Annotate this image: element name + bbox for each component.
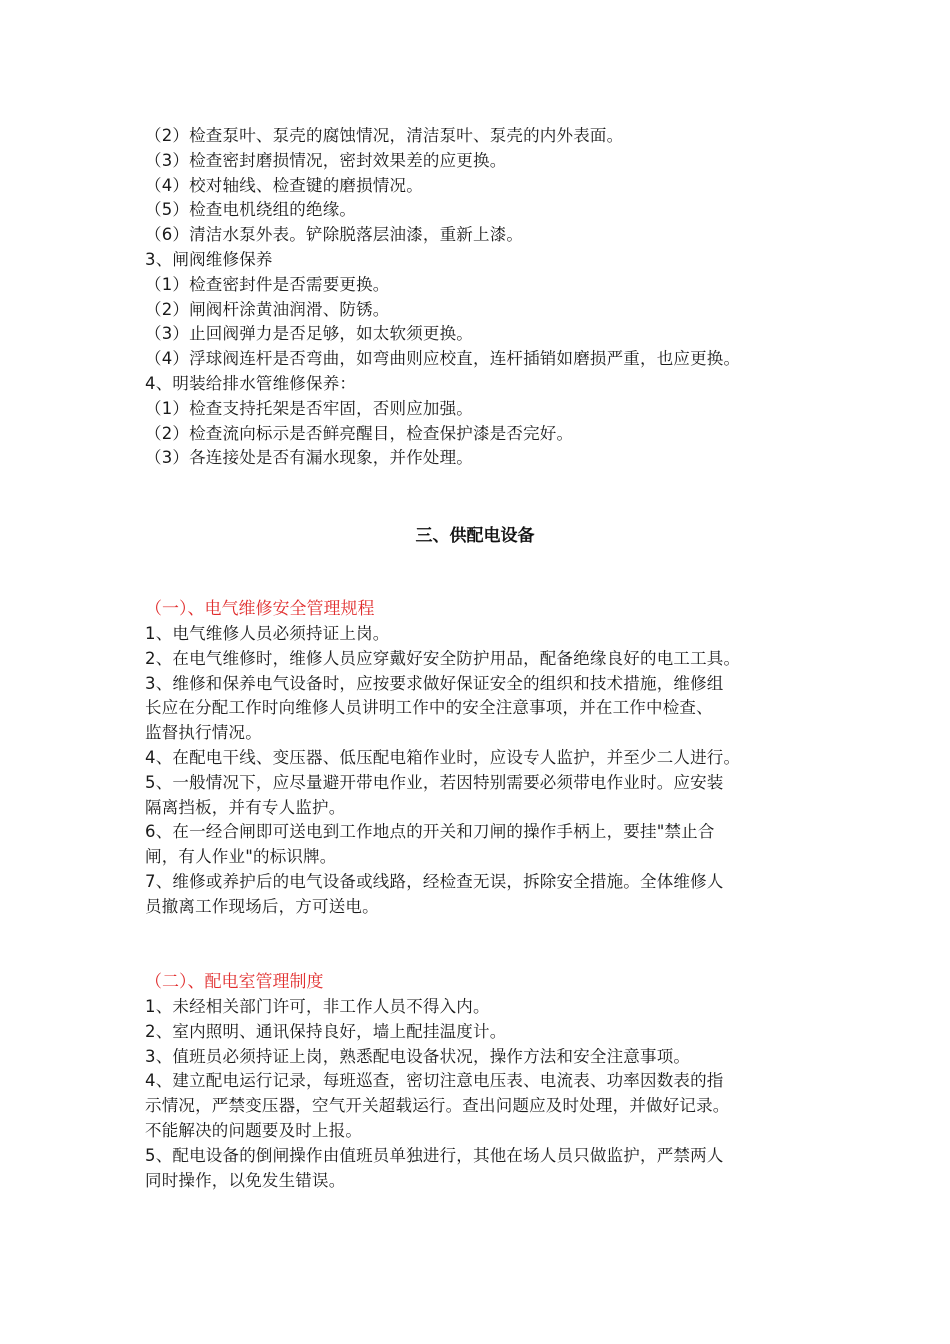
list-item: （2）检查泵叶、泵壳的腐蚀情况，清洁泵叶、泵壳的内外表面。 (145, 126, 624, 145)
maintenance-list (145, 124, 835, 471)
list-item (145, 820, 835, 870)
list-item: （3）止回阀弹力是否足够，如太软须更换。 (145, 324, 473, 344)
text-line: 长应在分配工作时向维修人员讲明工作中的安全注意事项，并在工作中检查、 (145, 698, 713, 718)
list-item (145, 870, 835, 920)
list-item: 3、闸阀维修保养 (145, 249, 273, 269)
list-item: （2）检查流向标示是否鲜亮醒目，检查保护漆是否完好。 (145, 423, 574, 443)
text-line: 1、未经相关部门许可，非工作人员不得入内。 (145, 997, 490, 1016)
text-line: 1、电气维修人员必须持证上岗。 (145, 624, 390, 643)
text-line: 3、维修和保养电气设备时，应按要求做好保证安全的组织和技术措施，维修组 (145, 673, 724, 693)
sub-heading: （二）、配电室管理制度 (145, 972, 324, 992)
list-item: （3）各连接处是否有漏水现象，并作处理。 (145, 448, 473, 468)
sub-heading: （一）、电气维修安全管理规程 (145, 599, 375, 619)
text-line: 7、维修或养护后的电气设备或线路，经检查无误，拆除安全措施。全体维修人 (145, 871, 724, 891)
text-line: 员撤离工作现场后，方可送电。 (145, 896, 379, 916)
list-item (145, 1144, 835, 1194)
distribution-room-rules (145, 970, 835, 1193)
text-line: 闸，有人作业"的标识牌。 (145, 847, 337, 867)
text-line: 示情况，严禁变压器，空气开关超载运行。查出问题应及时处理，并做好记录。 (145, 1096, 730, 1116)
list-item (145, 995, 835, 1020)
electrical-safety-rules (145, 597, 835, 920)
section-title: 三、供配电设备 (415, 526, 535, 546)
text-line: 同时操作，以免发生错误。 (145, 1170, 346, 1190)
list-item (145, 622, 835, 647)
text-line: 2、室内照明、通讯保持良好，墙上配挂温度计。 (145, 1021, 507, 1041)
list-item: （1）检查支持托架是否牢固，否则应加强。 (145, 398, 473, 418)
list-item: （6）清洁水泵外表。铲除脱落层油漆，重新上漆。 (145, 225, 524, 245)
list-item (145, 1020, 835, 1045)
list-item (145, 672, 835, 746)
list-item: （3）检查密封磨损情况，密封效果差的应更换。 (145, 150, 507, 170)
text-line: 3、值班员必须持证上岗，熟悉配电设备状况，操作方法和安全注意事项。 (145, 1046, 691, 1066)
text-line: 2、在电气维修时，维修人员应穿戴好安全防护用品，配备绝缘良好的电工工具。 (145, 648, 741, 668)
text-line: 4、在配电干线、变压器、低压配电箱作业时，应设专人监护，并至少二人进行。 (145, 747, 741, 767)
list-item (145, 1069, 835, 1143)
list-item (145, 647, 835, 672)
text-line: 4、建立配电运行记录，每班巡查，密切注意电压表、电流表、功率因数表的指 (145, 1071, 724, 1091)
text-line: 6、在一经合闸即可送电到工作地点的开关和刀闸的操作手柄上，要挂"禁止合 (145, 822, 715, 842)
list-item (145, 1045, 835, 1070)
list-item (145, 771, 835, 821)
list-item: 4、明装给排水管维修保养： (145, 373, 357, 393)
text-line: 5、配电设备的倒闸操作由值班员单独进行，其他在场人员只做监护，严禁两人 (145, 1145, 724, 1165)
text-line: 隔离挡板，并有专人监护。 (145, 797, 346, 817)
list-item: （1）检查密封件是否需要更换。 (145, 274, 390, 294)
list-item: （2）闸阀杆涂黄油润滑、防锈。 (145, 299, 390, 319)
text-line: 不能解决的问题要及时上报。 (145, 1120, 363, 1140)
list-item: （4）校对轴线、检查键的磨损情况。 (145, 175, 423, 195)
text-line: 5、一般情况下，应尽量避开带电作业，若因特别需要必须带电作业时。应安装 (145, 772, 724, 792)
list-item: （4）浮球阀连杆是否弯曲，如弯曲则应校直，连杆插销如磨损严重，也应更换。 (145, 349, 741, 369)
list-item: （5）检查电机绕组的绝缘。 (145, 200, 357, 220)
list-item (145, 746, 835, 771)
text-line: 监督执行情况。 (145, 723, 262, 743)
